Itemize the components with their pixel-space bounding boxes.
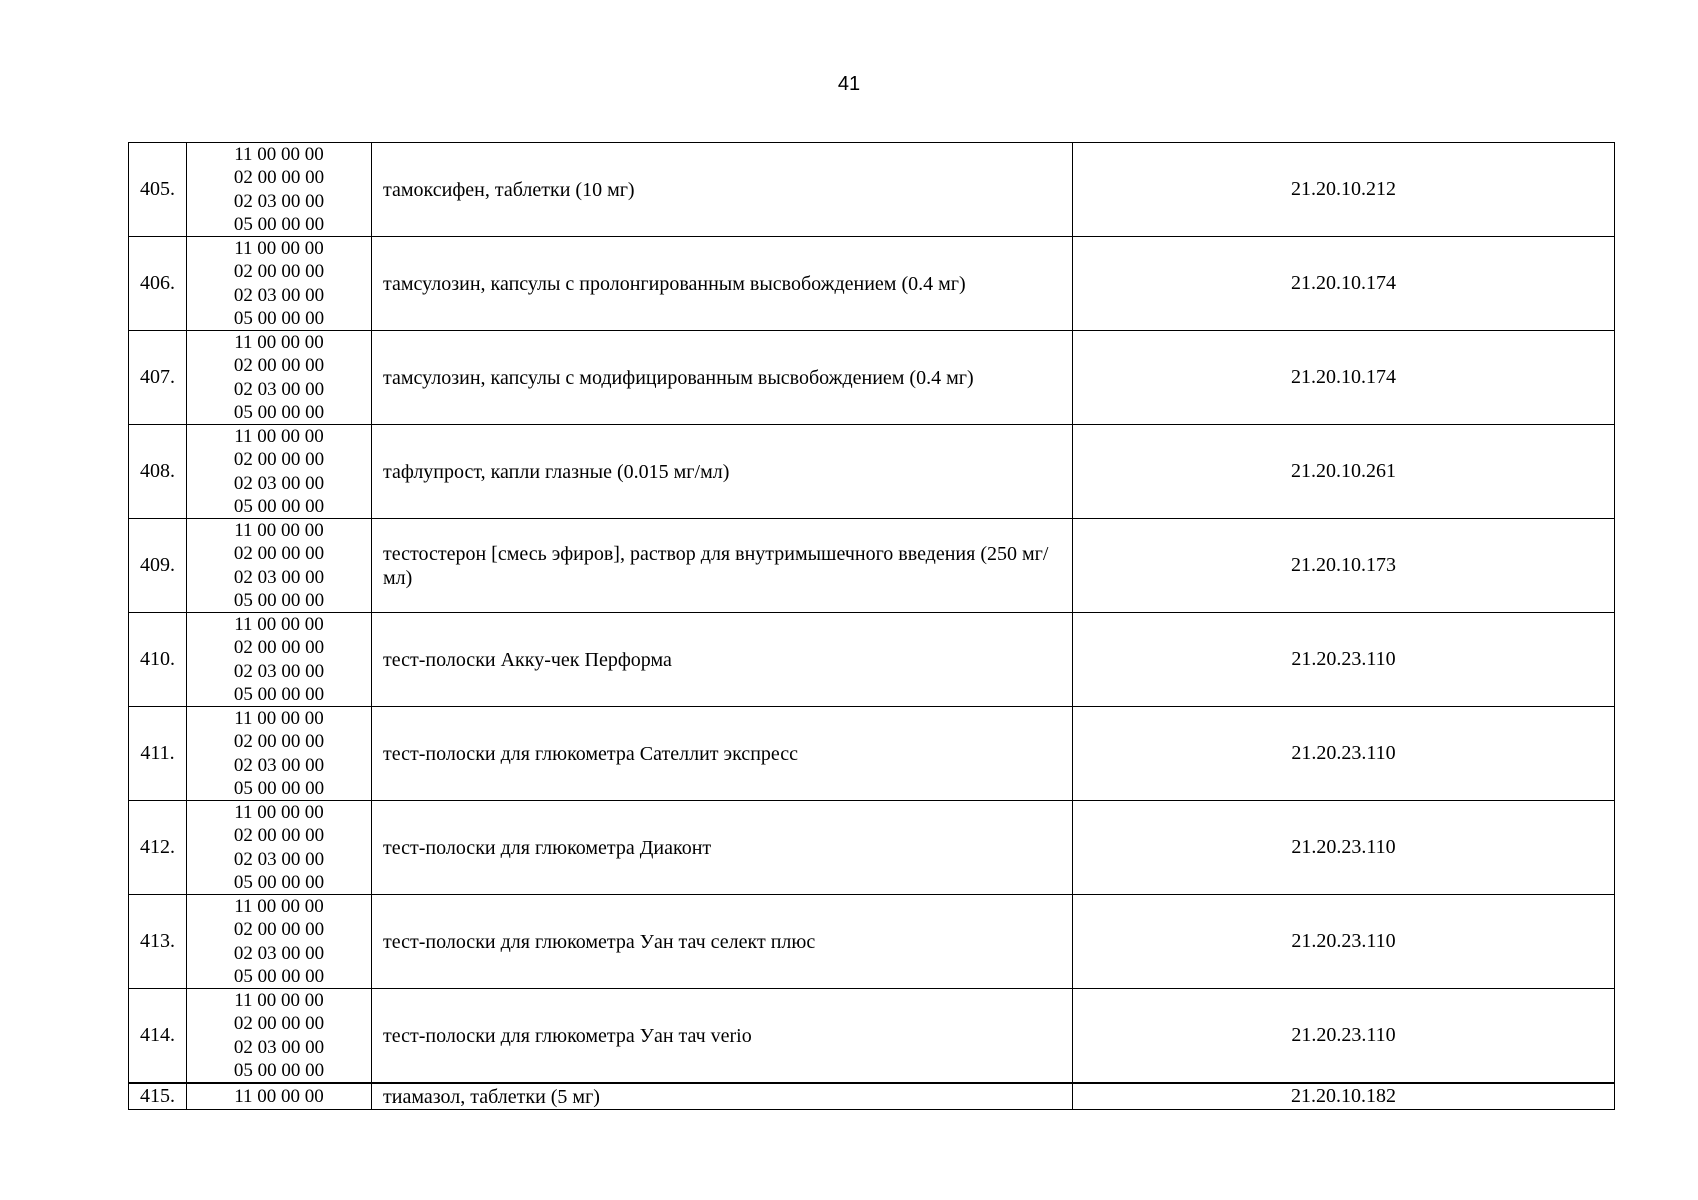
okpd-code-cell: 21.20.10.174 <box>1073 237 1615 331</box>
okpd-code-cell: 21.20.10.212 <box>1073 143 1615 237</box>
category-code: 02 00 00 00 <box>233 637 325 659</box>
drug-name: тест-полоски для глюкометра Сателлит экспресс <box>383 742 799 765</box>
row-number-cell: 406. <box>129 237 187 331</box>
row-number-cell: 410. <box>129 613 187 707</box>
category-code: 02 03 00 00 <box>233 754 325 776</box>
category-code: 02 03 00 00 <box>233 942 325 964</box>
drug-name-cell <box>372 707 1073 801</box>
category-codes-cell <box>187 895 372 989</box>
drug-name-cell <box>372 989 1073 1084</box>
drug-name-cell <box>372 895 1073 989</box>
table-row <box>129 519 1615 613</box>
category-code: 11 00 00 00 <box>234 1085 324 1107</box>
category-code: 05 00 00 00 <box>233 589 325 611</box>
row-number-cell: 411. <box>129 707 187 801</box>
category-codes-cell <box>187 801 372 895</box>
drug-name-cell <box>372 801 1073 895</box>
category-code: 02 00 00 00 <box>233 543 325 565</box>
category-codes-cell <box>187 707 372 801</box>
okpd-code-cell: 21.20.23.110 <box>1073 613 1615 707</box>
drug-name: тест-полоски для глюкометра Уан тач селект плюс <box>383 930 816 953</box>
okpd-code-cell: 21.20.10.174 <box>1073 331 1615 425</box>
category-code: 11 00 00 00 <box>234 426 324 447</box>
row-number-cell: 412. <box>129 801 187 895</box>
category-code: 05 00 00 00 <box>233 871 325 893</box>
row-number-cell: 415. <box>129 1083 187 1110</box>
okpd-code-cell: 21.20.23.110 <box>1073 989 1615 1084</box>
table-row <box>129 613 1615 707</box>
category-code: 02 00 00 00 <box>233 355 325 377</box>
drug-name: тиамазол, таблетки (5 мг) <box>383 1085 600 1108</box>
row-number-cell: 408. <box>129 425 187 519</box>
row-number-cell: 407. <box>129 331 187 425</box>
category-code: 02 03 00 00 <box>233 284 325 306</box>
category-code: 02 03 00 00 <box>233 1036 325 1058</box>
category-code: 11 00 00 00 <box>234 144 324 165</box>
category-codes-cell <box>187 331 372 425</box>
category-code: 05 00 00 00 <box>233 777 325 799</box>
category-code: 05 00 00 00 <box>233 401 325 423</box>
category-code: 02 00 00 00 <box>233 825 325 847</box>
okpd-code-cell: 21.20.23.110 <box>1073 707 1615 801</box>
category-code: 02 00 00 00 <box>233 731 325 753</box>
category-code: 05 00 00 00 <box>233 495 325 517</box>
drug-name: тамоксифен, таблетки (10 мг) <box>383 178 635 201</box>
drug-name-cell <box>372 143 1073 237</box>
drug-name: тамсулозин, капсулы с модифицированным высвобождением (0.4 мг) <box>383 366 974 389</box>
okpd-code-cell: 21.20.10.173 <box>1073 519 1615 613</box>
category-code: 05 00 00 00 <box>233 683 325 705</box>
okpd-code-cell: 21.20.10.261 <box>1073 425 1615 519</box>
drug-name: тест-полоски для глюкометра Уан тач verio <box>383 1024 752 1047</box>
category-code: 02 00 00 00 <box>233 1013 325 1035</box>
category-code: 02 00 00 00 <box>233 167 325 189</box>
okpd-code-cell: 21.20.10.182 <box>1073 1083 1615 1110</box>
category-code: 02 03 00 00 <box>233 660 325 682</box>
drug-name-cell <box>372 425 1073 519</box>
table-row <box>129 707 1615 801</box>
category-code: 02 00 00 00 <box>233 919 325 941</box>
category-code: 05 00 00 00 <box>233 965 325 987</box>
category-codes-cell <box>187 143 372 237</box>
category-code: 05 00 00 00 <box>233 307 325 329</box>
drug-name-cell <box>372 613 1073 707</box>
category-code: 05 00 00 00 <box>233 1059 325 1081</box>
category-codes-cell <box>187 613 372 707</box>
category-code: 05 00 00 00 <box>233 213 325 235</box>
category-code: 02 03 00 00 <box>233 848 325 870</box>
drug-name-cell <box>372 1083 1073 1110</box>
category-code: 02 03 00 00 <box>233 566 325 588</box>
category-code: 02 03 00 00 <box>233 472 325 494</box>
table-row <box>129 895 1615 989</box>
okpd-code-cell: 21.20.23.110 <box>1073 801 1615 895</box>
category-code: 02 00 00 00 <box>233 261 325 283</box>
category-code: 11 00 00 00 <box>234 332 324 353</box>
category-code: 02 03 00 00 <box>233 190 325 212</box>
category-codes-cell <box>187 1083 372 1110</box>
table-row <box>129 1083 1615 1110</box>
row-number-cell: 413. <box>129 895 187 989</box>
table-row <box>129 237 1615 331</box>
category-code: 02 03 00 00 <box>233 378 325 400</box>
drug-name-cell <box>372 331 1073 425</box>
row-number-cell: 409. <box>129 519 187 613</box>
category-code: 11 00 00 00 <box>234 520 324 541</box>
okpd-code-cell: 21.20.23.110 <box>1073 895 1615 989</box>
drug-name: тафлупрост, капли глазные (0.015 мг/мл) <box>383 460 730 483</box>
category-codes-cell <box>187 989 372 1084</box>
table-row <box>129 143 1615 237</box>
drug-name: тест-полоски Акку-чек Перформа <box>383 648 672 671</box>
category-code: 11 00 00 00 <box>234 802 324 823</box>
category-code: 11 00 00 00 <box>234 896 324 917</box>
category-code: 11 00 00 00 <box>234 238 324 259</box>
category-code: 11 00 00 00 <box>234 708 324 729</box>
category-code: 02 00 00 00 <box>233 449 325 471</box>
drug-name-cell <box>372 519 1073 613</box>
table-body <box>129 143 1615 1110</box>
category-code: 11 00 00 00 <box>234 990 324 1011</box>
category-code: 11 00 00 00 <box>234 614 324 635</box>
drug-name: тестостерон [смесь эфиров], раствор для внутримышечного введения (250 мг/мл) <box>383 542 1049 589</box>
category-codes-cell <box>187 519 372 613</box>
table-row <box>129 331 1615 425</box>
category-codes-cell <box>187 237 372 331</box>
row-number-cell: 405. <box>129 143 187 237</box>
table-row <box>129 801 1615 895</box>
table-row <box>129 425 1615 519</box>
drug-name: тест-полоски для глюкометра Диаконт <box>383 836 712 859</box>
category-codes-cell <box>187 425 372 519</box>
row-number-cell: 414. <box>129 989 187 1084</box>
drug-name: тамсулозин, капсулы с пролонгированным высвобождением (0.4 мг) <box>383 272 966 295</box>
drug-list-table <box>128 142 1615 1110</box>
drug-name-cell <box>372 237 1073 331</box>
page-number: 41 <box>837 73 861 95</box>
table-row <box>129 989 1615 1084</box>
